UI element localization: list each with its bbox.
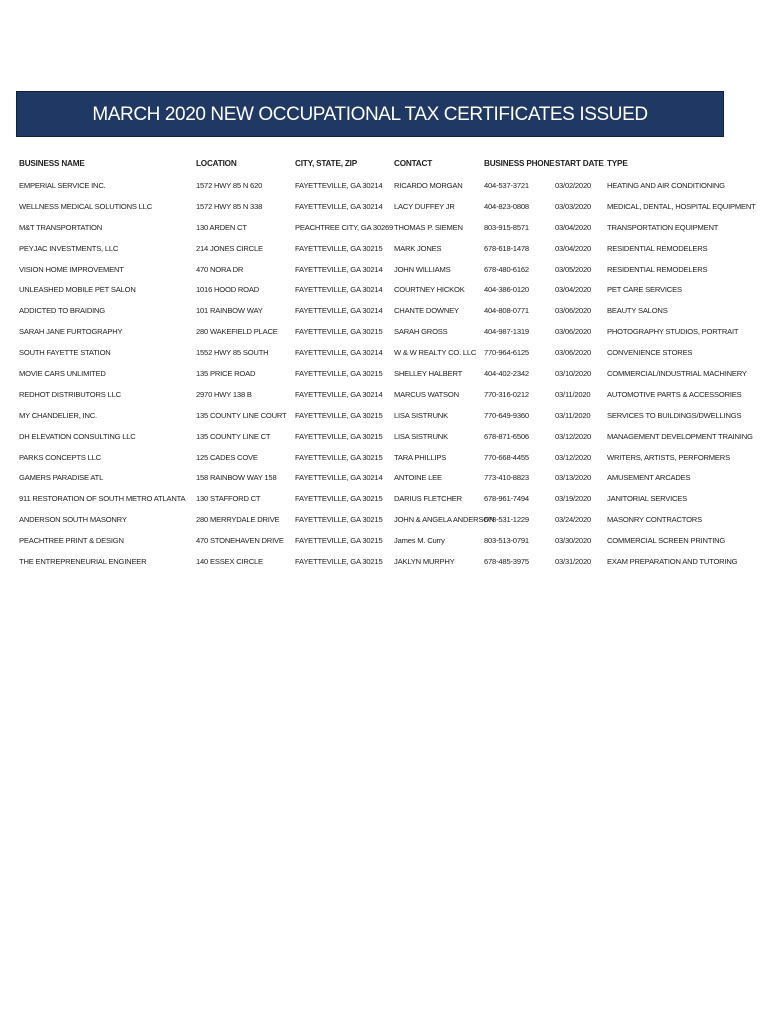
start-date-cell: 03/19/2020	[555, 494, 592, 504]
city-state-zip-cell: FAYETTEVILLE, GA 30215	[295, 410, 383, 420]
start-date-cell: 03/06/2020	[555, 348, 592, 358]
type-cell: HEATING AND AIR CONDITIONING	[607, 181, 725, 190]
business-phone-cell: 803-513-0791	[484, 536, 529, 546]
header-city-state-zip: CITY, STATE, ZIP	[295, 159, 357, 168]
contact-cell: TARA PHILLIPS	[394, 452, 447, 462]
business-phone-cell: 770-964-6125	[484, 348, 529, 358]
location-cell: 280 WAKEFIELD PLACE	[196, 327, 278, 337]
business-name-cell: WELLNESS MEDICAL SOLUTIONS LLC	[19, 201, 152, 211]
city-state-zip-cell: FAYETTEVILLE, GA 30215	[295, 557, 383, 567]
type-cell: PHOTOGRAPHY STUDIOS, PORTRAIT	[607, 327, 739, 337]
city-state-zip-cell: FAYETTEVILLE, GA 30215	[295, 369, 383, 379]
type-cell: PET CARE SERVICES	[607, 285, 682, 295]
business-phone-cell: 678-485-3975	[484, 557, 529, 567]
table-row	[19, 197, 756, 218]
business-name-cell: ANDERSON SOUTH MASONRY	[19, 515, 127, 525]
location-cell: 135 COUNTY LINE CT	[196, 431, 271, 441]
type-cell: RESIDENTIAL REMODELERS	[607, 243, 708, 253]
start-date-cell: 03/04/2020	[555, 243, 592, 253]
start-date-cell: 03/30/2020	[555, 536, 592, 546]
business-name-cell: PARKS CONCEPTS LLC	[19, 452, 101, 462]
table-row	[19, 406, 742, 427]
type-cell: BEAUTY SALONS	[607, 306, 668, 316]
business-name-cell: VISION HOME IMPROVEMENT	[19, 264, 124, 274]
start-date-cell: 03/02/2020	[555, 181, 592, 190]
business-name-cell: THE ENTREPRENEURIAL ENGINEER	[19, 557, 147, 567]
business-name-cell: MOVIE CARS UNLIMITED	[19, 369, 106, 379]
city-state-zip-cell: FAYETTEVILLE, GA 30214	[295, 389, 383, 399]
contact-cell: SHELLEY HALBERT	[394, 369, 463, 379]
business-phone-cell: 770-649-9360	[484, 410, 529, 420]
type-cell: MANAGEMENT DEVELOPMENT TRAINING	[607, 431, 753, 441]
type-cell: SERVICES TO BUILDINGS/DWELLINGS	[607, 410, 742, 420]
location-cell: 135 COUNTY LINE COURT	[196, 410, 287, 420]
city-state-zip-cell: FAYETTEVILLE, GA 30214	[295, 264, 383, 274]
table-row	[19, 218, 729, 239]
business-name-cell: SOUTH FAYETTE STATION	[19, 348, 111, 358]
type-cell: AUTOMOTIVE PARTS & ACCESSORIES	[607, 389, 742, 399]
start-date-cell: 03/06/2020	[555, 327, 592, 337]
table-row	[19, 364, 747, 385]
table-row	[19, 322, 739, 343]
business-phone-cell: 678-531-1229	[484, 515, 529, 525]
location-cell: 135 PRICE ROAD	[196, 369, 256, 379]
business-phone-cell: 678-961-7494	[484, 494, 529, 504]
location-cell: 125 CADES COVE	[196, 452, 258, 462]
city-state-zip-cell: FAYETTEVILLE, GA 30214	[295, 306, 383, 316]
contact-cell: LISA SISTRUNK	[394, 431, 448, 441]
start-date-cell: 03/03/2020	[555, 201, 592, 211]
location-cell: 101 RAINBOW WAY	[196, 306, 263, 316]
city-state-zip-cell: FAYETTEVILLE, GA 30215	[295, 536, 383, 546]
header-start-date: START DATE	[555, 159, 604, 168]
type-cell: AMUSEMENT ARCADES	[607, 473, 691, 483]
table-row	[19, 385, 742, 406]
contact-cell: COURTNEY HICKOK	[394, 285, 465, 295]
table-row	[19, 448, 729, 469]
city-state-zip-cell: PEACHTREE CITY, GA 30269	[295, 222, 394, 232]
business-phone-cell: 404-386-0120	[484, 285, 529, 295]
location-cell: 2970 HWY 138 B	[196, 389, 252, 399]
business-name-cell: M&T TRANSPORTATION	[19, 222, 103, 232]
type-cell: EXAM PREPARATION AND TUTORING	[607, 557, 738, 567]
start-date-cell: 03/04/2020	[555, 222, 592, 232]
contact-cell: W & W REALTY CO. LLC	[394, 348, 477, 358]
city-state-zip-cell: FAYETTEVILLE, GA 30215	[295, 494, 383, 504]
type-cell: RESIDENTIAL REMODELERS	[607, 264, 708, 274]
table-row	[19, 301, 729, 322]
contact-cell: LACY DUFFEY JR	[394, 201, 455, 211]
type-cell: MASONRY CONTRACTORS	[607, 515, 702, 525]
city-state-zip-cell: FAYETTEVILLE, GA 30214	[295, 181, 383, 190]
contact-cell: James M. Curry	[394, 536, 445, 546]
business-phone-cell: 404-402-2342	[484, 369, 529, 379]
business-phone-cell: 404-987-1319	[484, 327, 529, 337]
start-date-cell: 03/12/2020	[555, 452, 592, 462]
contact-cell: DARIUS FLETCHER	[394, 494, 462, 504]
business-phone-cell: 678-871-6506	[484, 431, 529, 441]
city-state-zip-cell: FAYETTEVILLE, GA 30214	[295, 201, 383, 211]
header-business-name: BUSINESS NAME	[19, 159, 85, 168]
business-phone-cell: 770-668-4455	[484, 452, 529, 462]
location-cell: 214 JONES CIRCLE	[196, 243, 263, 253]
table-row	[19, 260, 729, 281]
business-phone-cell: 678-480-6162	[484, 264, 529, 274]
business-phone-cell: 404-808-0771	[484, 306, 529, 316]
contact-cell: MARK JONES	[394, 243, 442, 253]
location-cell: 1572 HWY 85 N 620	[196, 181, 263, 190]
location-cell: 470 STONEHAVEN DRIVE	[196, 536, 284, 546]
business-name-cell: 911 RESTORATION OF SOUTH METRO ATLANTA	[19, 494, 186, 504]
business-name-cell: DH ELEVATION CONSULTING LLC	[19, 431, 136, 441]
business-name-cell: ADDICTED TO BRAIDING	[19, 306, 106, 316]
header-business-phone: BUSINESS PHONE	[484, 159, 555, 168]
type-cell: TRANSPORTATION EQUIPMENT	[607, 222, 719, 232]
type-cell: COMMERCIAL/INDUSTRIAL MACHINERY	[607, 369, 747, 379]
header-location: LOCATION	[196, 159, 237, 168]
location-cell: 130 ARDEN CT	[196, 222, 247, 232]
table-row	[19, 489, 729, 510]
start-date-cell: 03/11/2020	[555, 389, 591, 399]
start-date-cell: 03/12/2020	[555, 431, 592, 441]
business-phone-cell: 773-410-8823	[484, 473, 529, 483]
contact-cell: LISA SISTRUNK	[394, 410, 448, 420]
business-name-cell: EMPERIAL SERVICE INC.	[19, 181, 106, 190]
location-cell: 280 MERRYDALE DRIVE	[196, 515, 280, 525]
business-phone-cell: 770-316-0212	[484, 389, 529, 399]
location-cell: 158 RAINBOW WAY 158	[196, 473, 277, 483]
contact-cell: SARAH GROSS	[394, 327, 448, 337]
contact-cell: ANTOINE LEE	[394, 473, 442, 483]
business-name-cell: UNLEASHED MOBILE PET SALON	[19, 285, 136, 295]
table-row	[19, 176, 729, 197]
start-date-cell: 03/05/2020	[555, 264, 592, 274]
type-cell: CONVENIENCE STORES	[607, 348, 693, 358]
contact-cell: MARCUS WATSON	[394, 389, 459, 399]
business-name-cell: MY CHANDELIER, INC.	[19, 410, 97, 420]
table-row	[19, 239, 729, 260]
table-row	[19, 552, 738, 573]
location-cell: 1016 HOOD ROAD	[196, 285, 260, 295]
table-row	[19, 280, 729, 301]
business-name-cell: PEYJAC INVESTMENTS, LLC	[19, 243, 119, 253]
business-name-cell: REDHOT DISTRIBUTORS LLC	[19, 389, 121, 399]
table-row	[19, 427, 753, 448]
contact-cell: CHANTE DOWNEY	[394, 306, 459, 316]
business-name-cell: GAMERS PARADISE ATL	[19, 473, 104, 483]
table-row	[19, 468, 729, 489]
header-type: TYPE	[607, 159, 628, 168]
city-state-zip-cell: FAYETTEVILLE, GA 30214	[295, 285, 383, 295]
business-phone-cell: 404-537-3721	[484, 181, 529, 190]
contact-cell: THOMAS P. SIEMEN	[394, 222, 463, 232]
type-cell: MEDICAL, DENTAL, HOSPITAL EQUIPMENT	[607, 201, 756, 211]
table-row	[19, 343, 729, 364]
start-date-cell: 03/06/2020	[555, 306, 592, 316]
city-state-zip-cell: FAYETTEVILLE, GA 30215	[295, 452, 383, 462]
start-date-cell: 03/11/2020	[555, 410, 591, 420]
type-cell: WRITERS, ARTISTS, PERFORMERS	[607, 452, 730, 462]
business-name-cell: PEACHTREE PRINT & DESIGN	[19, 536, 124, 546]
city-state-zip-cell: FAYETTEVILLE, GA 30214	[295, 348, 383, 358]
business-name-cell: SARAH JANE FURTOGRAPHY	[19, 327, 123, 337]
start-date-cell: 03/13/2020	[555, 473, 592, 483]
table-header-row	[19, 154, 729, 176]
start-date-cell: 03/04/2020	[555, 285, 592, 295]
start-date-cell: 03/31/2020	[555, 557, 592, 567]
contact-cell: JOHN WILLIAMS	[394, 264, 451, 274]
start-date-cell: 03/10/2020	[555, 369, 592, 379]
location-cell: 140 ESSEX CIRCLE	[196, 557, 263, 567]
city-state-zip-cell: FAYETTEVILLE, GA 30215	[295, 515, 383, 525]
start-date-cell: 03/24/2020	[555, 515, 592, 525]
certificates-table	[19, 154, 756, 573]
location-cell: 130 STAFFORD CT	[196, 494, 261, 504]
business-phone-cell: 803-915-8571	[484, 222, 529, 232]
location-cell: 1572 HWY 85 N 338	[196, 201, 263, 211]
type-cell: JANITORIAL SERVICES	[607, 494, 688, 504]
contact-cell: JAKLYN MURPHY	[394, 557, 455, 567]
city-state-zip-cell: FAYETTEVILLE, GA 30215	[295, 327, 383, 337]
business-phone-cell: 678-618-1478	[484, 243, 529, 253]
location-cell: 470 NORA DR	[196, 264, 244, 274]
type-cell: COMMERCIAL SCREEN PRINTING	[607, 536, 726, 546]
city-state-zip-cell: FAYETTEVILLE, GA 30215	[295, 243, 383, 253]
contact-cell: JOHN & ANGELA ANDERSON	[394, 515, 495, 525]
location-cell: 1552 HWY 85 SOUTH	[196, 348, 269, 358]
city-state-zip-cell: FAYETTEVILLE, GA 30214	[295, 473, 383, 483]
contact-cell: RICARDO MORGAN	[394, 181, 463, 190]
business-phone-cell: 404-823-0808	[484, 201, 529, 211]
table-row	[19, 531, 729, 552]
header-contact: CONTACT	[394, 159, 433, 168]
city-state-zip-cell: FAYETTEVILLE, GA 30215	[295, 431, 383, 441]
table-row	[19, 510, 729, 531]
report-title: MARCH 2020 NEW OCCUPATIONAL TAX CERTIFICATES ISSUED	[16, 91, 724, 137]
